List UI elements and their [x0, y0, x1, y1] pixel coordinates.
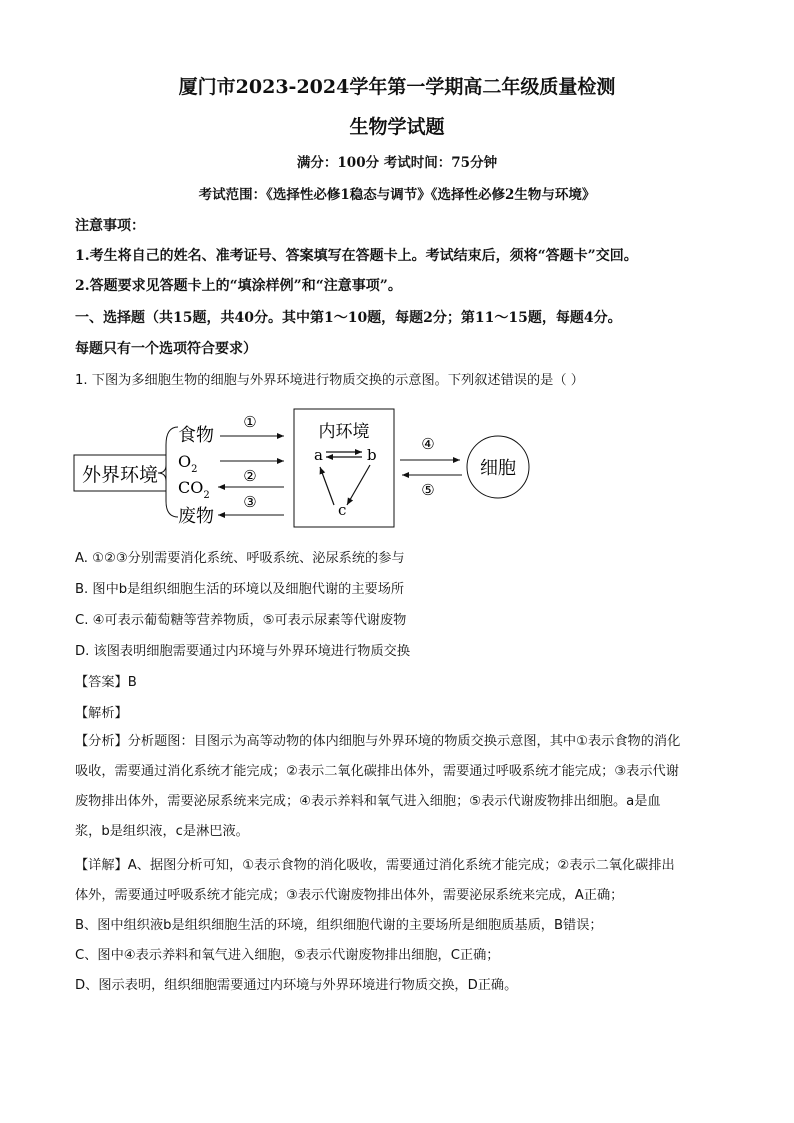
exam-subtitle: 生物学试题 [349, 116, 445, 138]
exam-title: 厦门市2023-2024学年第一学期高二年级质量检测 [178, 76, 616, 98]
oxygen-label: $O_2$ [178, 452, 198, 475]
answer-line: 【答案】B [75, 675, 137, 690]
waste-label: 废物 [178, 506, 214, 527]
detail-line: B、图中组织液b是组织细胞生活的环境，组织细胞代谢的主要场所是细胞质基质，B错误； [75, 918, 603, 933]
brace-shape [158, 427, 178, 517]
outer-environment-label: 外界环境 [81, 464, 159, 486]
label-3: ③ [243, 493, 257, 511]
option-c: C. ④可表示葡萄糖等营养物质，⑤可表示尿素等代谢废物 [75, 613, 407, 628]
option-b: B. 图中b是组织细胞生活的环境以及细胞代谢的主要场所 [75, 582, 405, 597]
notice-heading: 注意事项： [75, 218, 145, 234]
detail-line: 【详解】A、据图分析可知，①表示食物的消化吸收，需要通过消化系统才能完成；②表示二氧化碳排出 [75, 858, 675, 873]
label-5: ⑤ [421, 481, 435, 499]
node-c: c [338, 501, 347, 519]
detail-line: 体外，需要通过呼吸系统才能完成；③表示代谢废物排出体外，需要泌尿系统来完成，A正确； [75, 888, 624, 903]
analysis-line: 废物排出体外，需要泌尿系统来完成；④表示养料和氧气进入细胞；⑤表示代谢废物排出细胞。a是血 [75, 794, 661, 809]
arrow-c-to-a [320, 467, 334, 505]
detail-line: C、图中④表示养料和氧气进入细胞，⑤表示代谢废物排出细胞，C正确； [75, 948, 500, 963]
notice-item-2: 2.答题要求见答题卡上的“填涂样例”和“注意事项”。 [75, 278, 402, 294]
analysis-line: 浆，b是组织液，c是淋巴液。 [75, 824, 249, 839]
cell-label: 细胞 [480, 458, 516, 479]
food-label: 食物 [178, 425, 214, 446]
node-a: a [314, 446, 323, 464]
option-d: D. 该图表明细胞需要通过内环境与外界环境进行物质交换 [75, 644, 411, 659]
node-b: b [367, 446, 377, 464]
analysis-paragraph [75, 727, 725, 847]
material-exchange-diagram [70, 405, 540, 535]
score-time-line: 满分：100分 考试时间：75分钟 [296, 155, 498, 171]
analysis-label: 【解析】 [75, 706, 128, 721]
label-1: ① [243, 413, 257, 431]
exam-scope-line: 考试范围：《选择性必修1稳态与调节》《选择性必修2生物与环境》 [198, 187, 596, 203]
arrow-b-to-c [347, 465, 370, 505]
inner-environment-label: 内环境 [318, 422, 370, 442]
carbon-dioxide-label: $CO_2$ [178, 478, 210, 501]
section-heading-line-1: 一、选择题（共15题，共40分。其中第1～10题，每题2分；第11～15题，每题4分。 [75, 310, 622, 326]
label-4: ④ [421, 435, 435, 453]
question-1-stem: 1. 下图为多细胞生物的细胞与外界环境进行物质交换的示意图。下列叙述错误的是（ ） [75, 373, 584, 388]
analysis-line: 吸收，需要通过消化系统才能完成；②表示二氧化碳排出体外，需要通过呼吸系统才能完成；③表示代谢 [75, 764, 679, 779]
detail-line: D、图示表明，组织细胞需要通过内环境与外界环境进行物质交换，D正确。 [75, 978, 518, 993]
analysis-line: 【分析】分析题图：目图示为高等动物的体内细胞与外界环境的物质交换示意图，其中①表示食物的消化 [75, 734, 681, 749]
section-heading-line-2: 每题只有一个选项符合要求） [75, 341, 257, 357]
label-2: ② [243, 467, 257, 485]
notice-item-1: 1.考生将自己的姓名、准考证号、答案填写在答题卡上。考试结束后，须将“答题卡”交回。 [75, 248, 638, 264]
option-a: A. ①②③分别需要消化系统、呼吸系统、泌尿系统的参与 [75, 551, 405, 566]
detail-paragraph [75, 851, 725, 1001]
